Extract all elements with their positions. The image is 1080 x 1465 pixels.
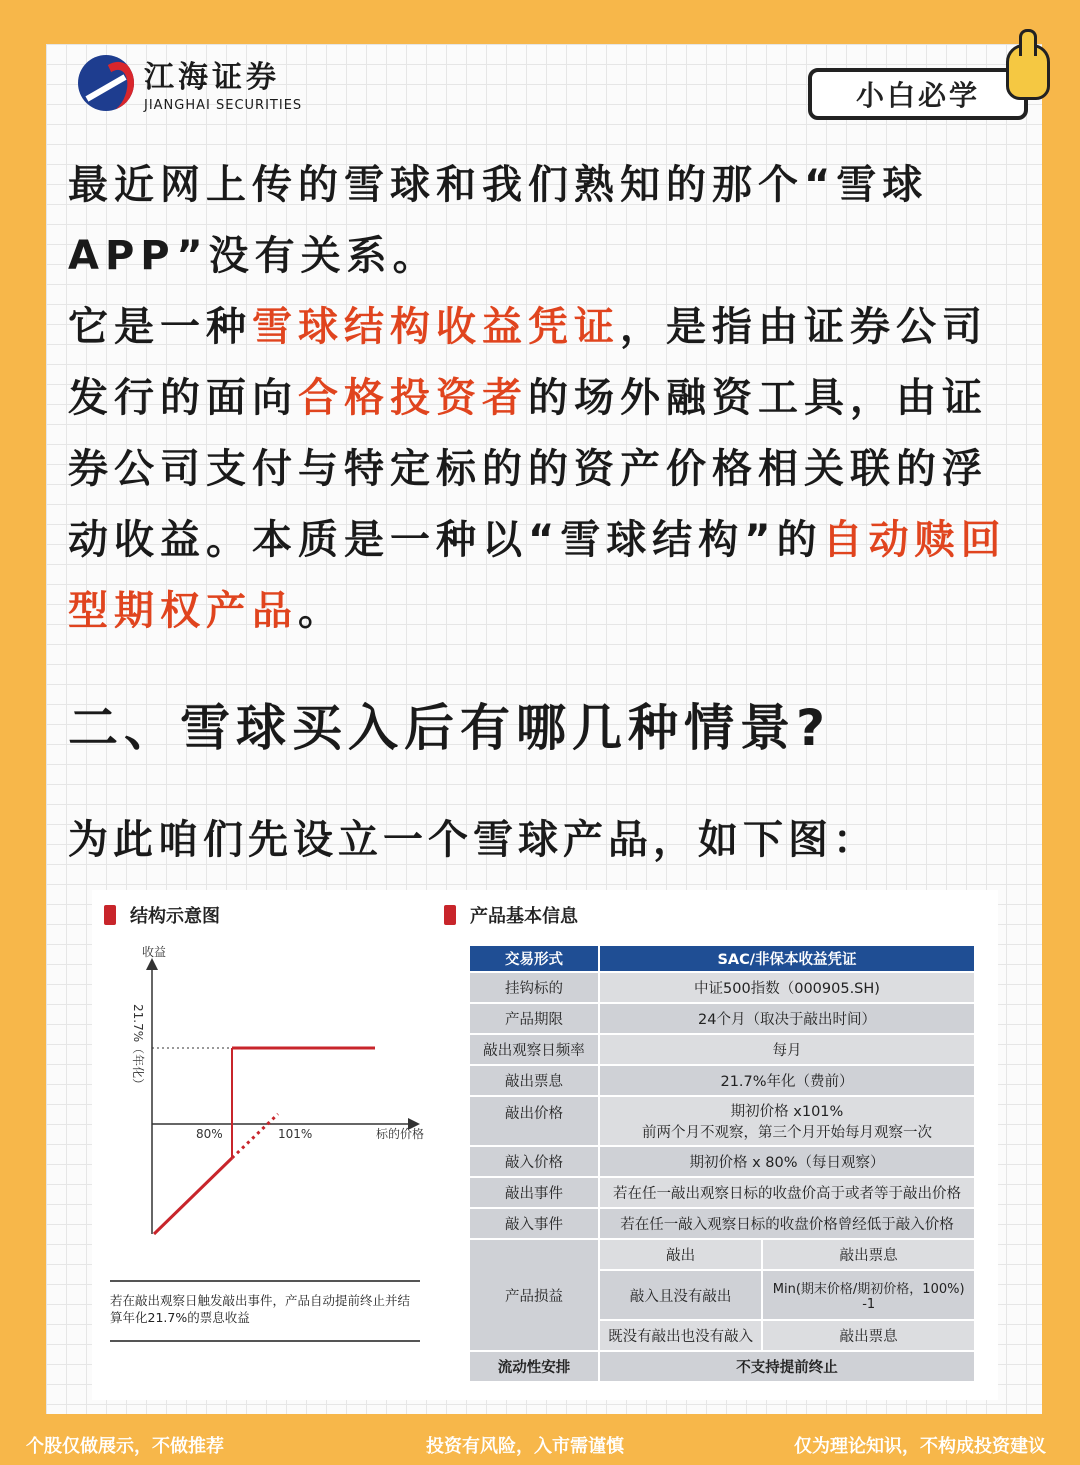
- diagram-title: 结构示意图: [104, 902, 220, 928]
- table-title: 产品基本信息: [444, 902, 578, 928]
- table-row: 挂钩标的 中证500指数（000905.SH): [469, 972, 975, 1003]
- table-row: 敲出观察日频率 每月: [469, 1034, 975, 1065]
- table-row: 敲出价格 期初价格 x101% 前两个月不观察，第三个月开始每月观察一次: [469, 1096, 975, 1146]
- footer-disclaimer-left: 个股仅做展示，不做推荐: [26, 1436, 224, 1457]
- dotted-payoff-line: [232, 1114, 278, 1158]
- loss-payoff-line: [154, 1158, 232, 1234]
- table-row: 敲出票息 21.7%年化（费前）: [469, 1065, 975, 1096]
- payoff-row: 既没有敲出也没有敲入 敲出票息: [469, 1320, 975, 1351]
- table-row: 敲入事件 若在任一敲入观察日标的收盘价格曾经低于敲入价格: [469, 1208, 975, 1239]
- payoff-row: 敲入且没有敲出 Min(期末价格/期初价格，100%) -1: [469, 1270, 975, 1320]
- jianghai-logo-icon: [78, 55, 134, 111]
- beginner-tag: 小白必学: [808, 68, 1028, 120]
- footer-disclaimer-right: 仅为理论知识，不构成投资建议: [794, 1436, 1046, 1457]
- table-row: 敲出事件 若在任一敲出观察日标的收盘价高于或者等于敲出价格: [469, 1177, 975, 1208]
- product-info-table: [468, 944, 976, 1383]
- payoff-row: 产品损益 敲出 敲出票息: [469, 1239, 975, 1270]
- diagram-note: 若在敲出观察日触发敲出事件，产品自动提前终止并结算年化21.7%的票息收益: [110, 1293, 411, 1325]
- intro-text: 为此咱们先设立一个雪球产品，如下图：: [68, 817, 878, 863]
- product-figure: [92, 890, 998, 1400]
- book-icon: [104, 905, 116, 925]
- section-heading: 二、雪球买入后有哪几种情景?: [68, 699, 832, 757]
- x-axis-label: 标的价格: [376, 1127, 425, 1141]
- footer-disclaimer-center: 投资有风险，入市需谨慎: [426, 1436, 624, 1457]
- highlight-autocall-option: 自动赎回型期权产品: [68, 517, 1007, 634]
- brand-name-en: JIANGHAI SECURITIES: [144, 98, 303, 113]
- knockout-mark: 101%: [278, 1127, 313, 1141]
- highlight-qualified-investor: 合格投资者: [298, 375, 528, 421]
- payoff-diagram: [92, 934, 432, 1294]
- brand-logo: [78, 52, 302, 113]
- table-header-row: 交易形式 SAC/非保本收益凭证: [469, 945, 975, 972]
- table-row: 敲入价格 期初价格 x 80%（每日观察）: [469, 1146, 975, 1177]
- liquidity-row: 流动性安排 不支持提前终止: [469, 1351, 975, 1382]
- thumbs-up-icon: [1006, 44, 1050, 100]
- note-top-rule: [110, 1280, 420, 1282]
- knockin-mark: 80%: [196, 1127, 223, 1141]
- book-icon: [444, 905, 456, 925]
- highlight-snowball-certificate: 雪球结构收益凭证: [252, 304, 620, 350]
- paragraph-1: 最近网上传的雪球和我们熟知的那个“雪球APP”没有关系。: [68, 162, 929, 279]
- y-axis-label: 收益: [142, 945, 167, 959]
- coupon-label: 21.7%（年化）: [131, 1004, 145, 1091]
- paragraph-2: 它是一种雪球结构收益凭证，是指由证券公司发行的面向合格投资者的场外融资工具，由证券公司支付与特定标的的资产价格相关联的浮动收益。本质是一种以“雪球结构”的自动赎回型期权产品。: [68, 304, 1007, 634]
- note-bottom-rule: [110, 1340, 420, 1342]
- table-row: 产品期限 24个月（取决于敲出时间）: [469, 1003, 975, 1034]
- brand-name-cn: 江海证券: [144, 60, 280, 95]
